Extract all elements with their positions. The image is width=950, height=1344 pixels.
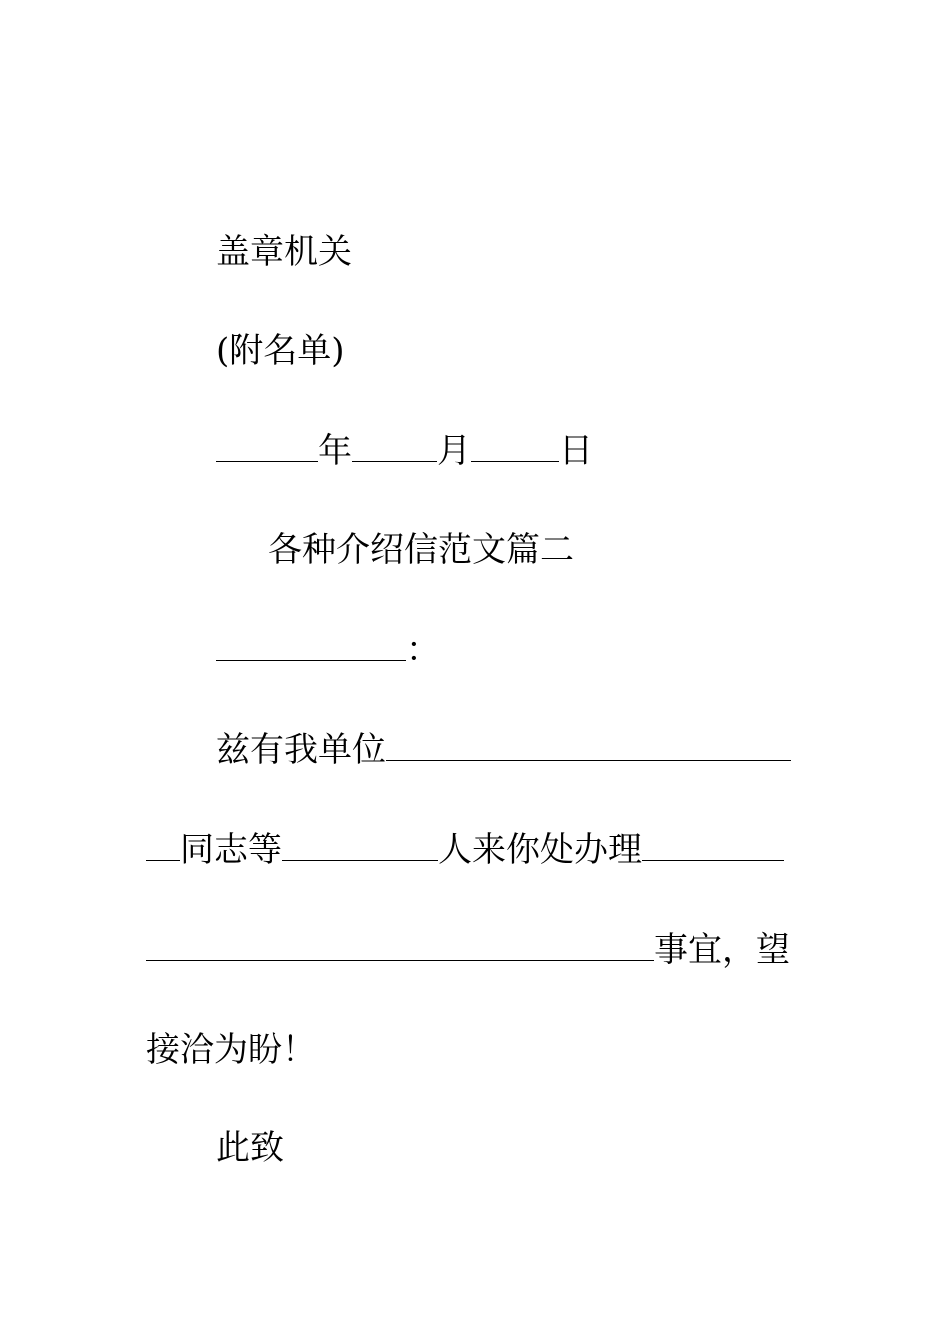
body-line-4: 接洽为盼！ — [146, 1030, 316, 1070]
body-intro: 兹有我单位 — [216, 730, 386, 770]
body-line-2 — [146, 830, 784, 870]
day-label: 日 — [559, 431, 593, 471]
salutation-colon: ： — [406, 630, 440, 670]
recipient-blank — [216, 632, 406, 661]
matter-blank-2 — [146, 932, 654, 961]
body-line-1 — [216, 730, 791, 770]
attachment-line: (附名单) — [216, 331, 345, 371]
count-blank — [282, 832, 438, 861]
seal-org-line: 盖章机关 — [216, 232, 352, 272]
matter-blank-1 — [642, 832, 784, 861]
closing-line: 此致 — [216, 1128, 284, 1168]
salutation-line — [216, 630, 440, 670]
year-label: 年 — [318, 431, 352, 471]
body-people: 人来你处办理 — [438, 830, 642, 870]
section-title: 各种介绍信范文篇二 — [268, 530, 574, 570]
year-blank — [216, 433, 318, 462]
name-blank-2 — [146, 832, 180, 861]
body-line-3 — [146, 930, 790, 970]
month-label: 月 — [437, 431, 471, 471]
date-line — [216, 431, 593, 471]
body-matters: 事宜，望 — [654, 930, 790, 970]
day-blank — [471, 433, 559, 462]
name-blank-1 — [386, 732, 791, 761]
body-comrade: 同志等 — [180, 830, 282, 870]
month-blank — [352, 433, 437, 462]
